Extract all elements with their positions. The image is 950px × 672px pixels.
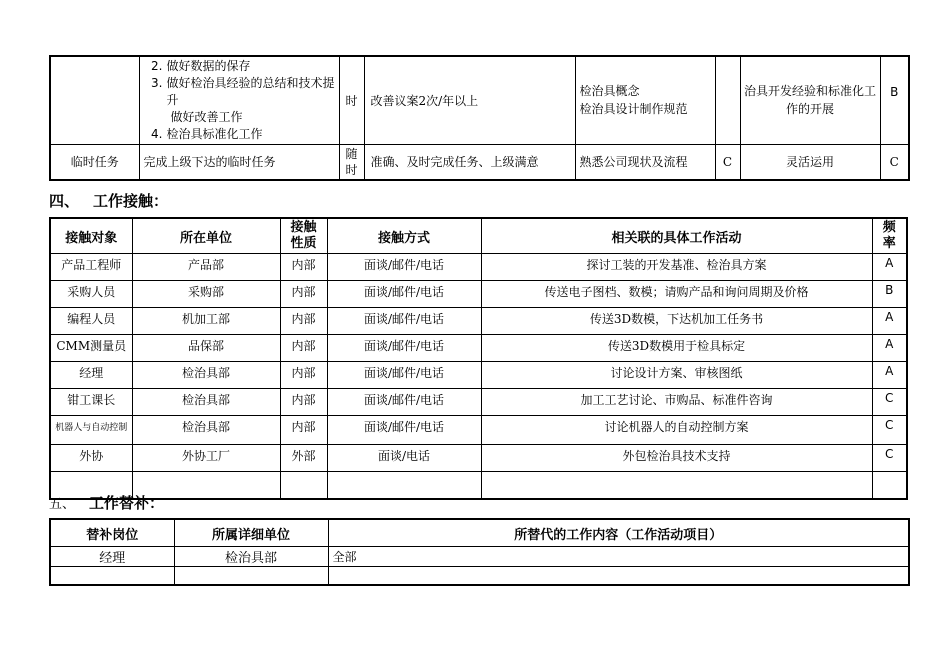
table-row (50, 445, 907, 472)
skill-cell: 治具开发经验和标准化工作的开展 (740, 56, 880, 144)
contact-activity: 传送3D数模，下达机加工任务书 (481, 308, 872, 335)
duties-row-temporary (50, 144, 909, 180)
duties-row-inspection (50, 56, 909, 144)
column-header: 替补岗位 (50, 519, 174, 547)
knowledge-cell: 熟悉公司现状及流程 (575, 144, 715, 180)
substitute-unit (174, 567, 328, 586)
frequency-cell: 时 (339, 56, 364, 144)
substitute-position (50, 567, 174, 586)
duties-table-continued (49, 55, 910, 181)
contact-frequency: A (872, 362, 907, 389)
contact-nature: 内部 (280, 362, 327, 389)
contact-method: 面谈/邮件/电话 (327, 362, 481, 389)
substitution-table (49, 518, 910, 586)
contact-activity: 讨论机器人的自动控制方案 (481, 416, 872, 445)
section-heading-substitution (49, 492, 164, 513)
duty-cell: 完成上级下达的临时任务 (139, 144, 339, 180)
contact-method: 面谈/邮件/电话 (327, 335, 481, 362)
substitute-position: 经理 (50, 547, 174, 567)
column-header: 所在单位 (132, 218, 280, 254)
task-cell-empty (50, 56, 139, 144)
contact-activity: 外包检治具技术支持 (481, 445, 872, 472)
contact-frequency (872, 472, 907, 500)
contact-method: 面谈/邮件/电话 (327, 254, 481, 281)
table-row (50, 389, 907, 416)
column-header: 所替代的工作内容（工作活动项目） (328, 519, 909, 547)
skill-level-cell: B (880, 56, 909, 144)
section-number: 四、 (49, 192, 80, 210)
contact-nature: 内部 (280, 308, 327, 335)
duty-steps-cell (139, 56, 339, 144)
table-row (50, 547, 909, 567)
contact-nature: 内部 (280, 254, 327, 281)
contact-target: 外协 (50, 445, 132, 472)
contact-nature: 内部 (280, 281, 327, 308)
table-row (50, 254, 907, 281)
column-header: 相关联的具体工作活动 (481, 218, 872, 254)
column-header: 接触性质 (280, 218, 327, 254)
contact-target: 采购人员 (50, 281, 132, 308)
contact-target: 经理 (50, 362, 132, 389)
contact-frequency: A (872, 308, 907, 335)
contact-frequency: B (872, 281, 907, 308)
contact-target: 编程人员 (50, 308, 132, 335)
contact-frequency: A (872, 254, 907, 281)
section-title: 工作替补： (89, 494, 165, 512)
contact-activity: 传送3D数模用于检具标定 (481, 335, 872, 362)
contact-unit: 机加工部 (132, 308, 280, 335)
duty-step: 3. 做好检治具经验的总结和技术提 (151, 75, 335, 90)
contact-method: 面谈/邮件/电话 (327, 308, 481, 335)
skill-cell: 灵活运用 (740, 144, 880, 180)
contact-unit: 检治具部 (132, 416, 280, 445)
contacts-header-row (50, 218, 907, 254)
contacts-table (49, 217, 908, 500)
knowledge-level-cell: C (715, 144, 740, 180)
contact-target: 产品工程师 (50, 254, 132, 281)
substitute-content: 全部 (328, 547, 909, 567)
contact-method: 面谈/邮件/电话 (327, 281, 481, 308)
contact-frequency: C (872, 416, 907, 445)
column-header: 所属详细单位 (174, 519, 328, 547)
contact-activity: 讨论设计方案、审核图纸 (481, 362, 872, 389)
contact-unit: 品保部 (132, 335, 280, 362)
table-row (50, 335, 907, 362)
contact-nature (280, 472, 327, 500)
section-title: 工作接触： (93, 192, 169, 210)
substitute-content (328, 567, 909, 586)
contact-nature: 内部 (280, 416, 327, 445)
contact-activity: 传送电子图档、数模；请购产品和询问周期及价格 (481, 281, 872, 308)
standard-cell: 准确、及时完成任务、上级满意 (364, 144, 575, 180)
column-header: 接触对象 (50, 218, 132, 254)
table-row-empty (50, 472, 907, 500)
duty-step: 2. 做好数据的保存 (151, 58, 251, 73)
table-row (50, 362, 907, 389)
table-row-empty (50, 567, 909, 586)
column-header: 频率 (872, 218, 907, 254)
contact-frequency: C (872, 389, 907, 416)
contact-method: 面谈/邮件/电话 (327, 416, 481, 445)
section-heading-contacts (49, 190, 168, 211)
duty-step: 4. 检治具标准化工作 (151, 126, 263, 141)
contact-nature: 外部 (280, 445, 327, 472)
substitute-unit: 检治具部 (174, 547, 328, 567)
column-header: 接触方式 (327, 218, 481, 254)
contact-unit: 检治具部 (132, 389, 280, 416)
contact-target: CMM测量员 (50, 335, 132, 362)
contact-activity (481, 472, 872, 500)
contact-frequency: A (872, 335, 907, 362)
skill-level-cell: C (880, 144, 909, 180)
contact-activity: 加工工艺讨论、市购品、标准件咨询 (481, 389, 872, 416)
knowledge-level-cell (715, 56, 740, 144)
contact-target: 钳工课长 (50, 389, 132, 416)
contact-nature: 内部 (280, 389, 327, 416)
knowledge-line: 检治具设计制作规范 (579, 102, 688, 117)
table-row (50, 416, 907, 445)
contact-frequency: C (872, 445, 907, 472)
contact-unit: 产品部 (132, 254, 280, 281)
table-row (50, 308, 907, 335)
contact-method (327, 472, 481, 500)
section-number: 五、 (49, 497, 76, 512)
substitution-header-row (50, 519, 909, 547)
contact-unit: 采购部 (132, 281, 280, 308)
contact-unit: 检治具部 (132, 362, 280, 389)
standard-cell: 改善议案2次/年以上 (364, 56, 575, 144)
contact-nature: 内部 (280, 335, 327, 362)
duty-step: 升 (166, 92, 179, 107)
contact-activity: 探讨工装的开发基准、检治具方案 (481, 254, 872, 281)
table-row (50, 281, 907, 308)
knowledge-cell (575, 56, 715, 144)
contact-method: 面谈/邮件/电话 (327, 389, 481, 416)
contact-unit: 外协工厂 (132, 445, 280, 472)
duty-step: 做好改善工作 (170, 109, 243, 124)
contact-target: 机器人与自动控制 (50, 416, 132, 445)
contact-method: 面谈/电话 (327, 445, 481, 472)
frequency-cell: 随时 (339, 144, 364, 180)
knowledge-line: 检治具概念 (579, 84, 640, 99)
task-cell: 临时任务 (50, 144, 139, 180)
